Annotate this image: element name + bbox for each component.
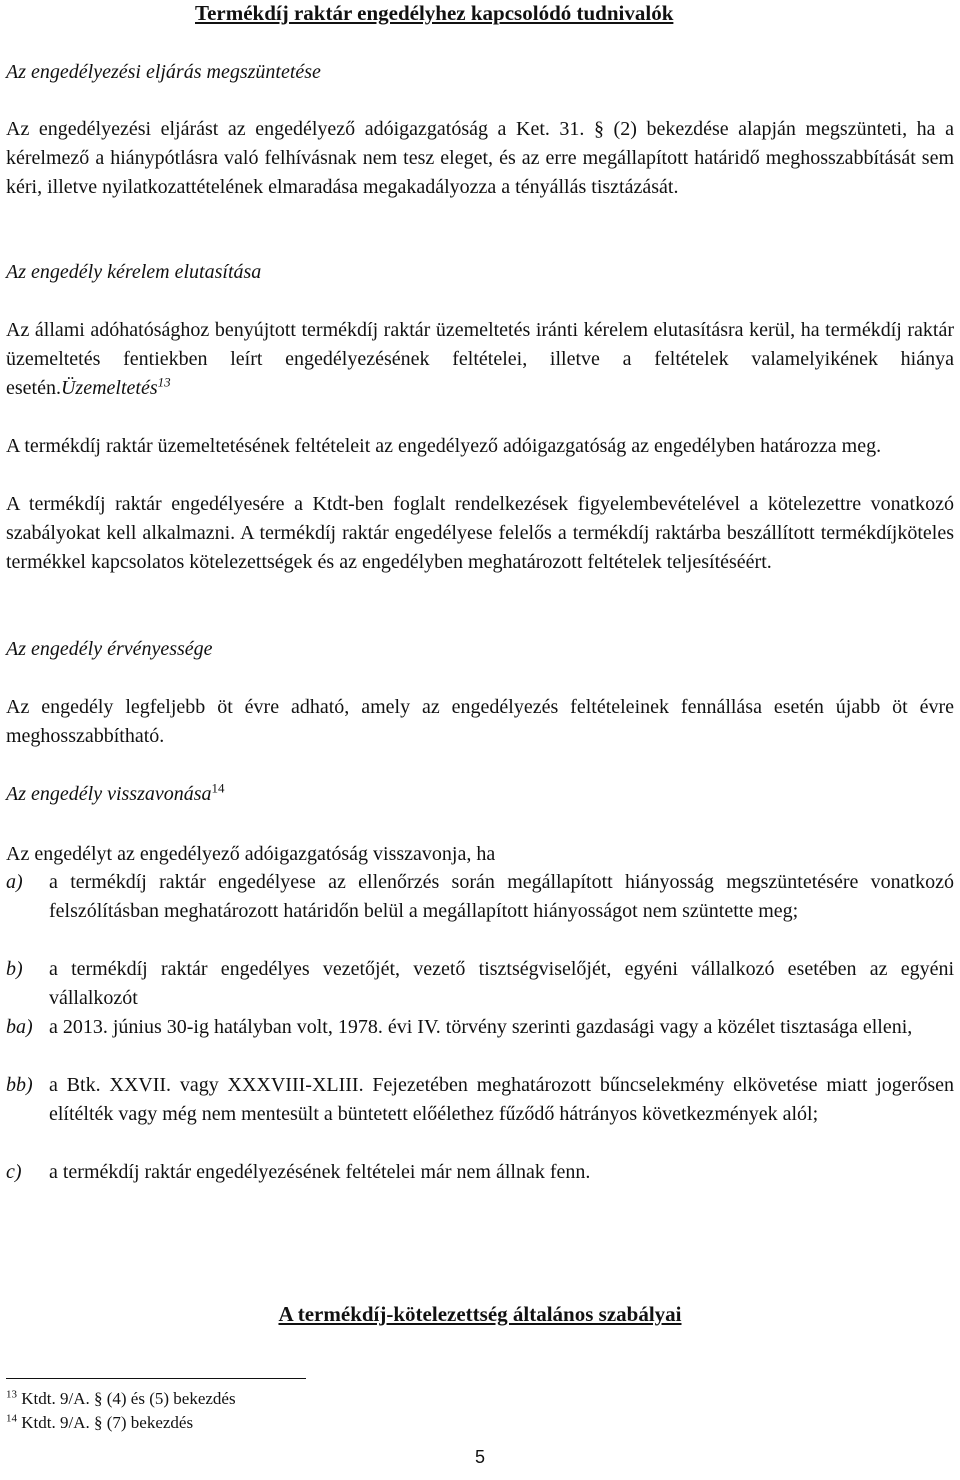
rejection-text: Az állami adóhatósághoz benyújtott termékdíj raktár üzemeltetés iránti kérelem elutasításra kerül, ha termékdíj raktár üzemeltetés fentiekben leírt engedélyezésének feltételei, illetve a feltételek valamelyikének hiánya esetén. (6, 319, 954, 399)
revocation-heading-text: Az engedély visszavonása (6, 783, 212, 805)
list-item (6, 868, 954, 955)
paragraph-validity: Az engedély legfeljebb öt évre adható, amely az engedélyezés feltételeinek fennállása esetén újabb öt évre meghosszabbítható. (6, 696, 954, 747)
footnote (6, 1388, 236, 1410)
footnote-text: Ktdt. 9/A. § (7) bekezdés (21, 1413, 194, 1432)
section-heading-revocation (6, 780, 225, 808)
paragraph-operation-obligations: A termékdíj raktár engedélyesére a Ktdt-ben foglalt rendelkezések figyelembevételével a kötelezettre vonatkozó szabályokat kell alkalmazni. A termékdíj raktár engedélyese felelős a termékdíj raktárba beszállított termékdíjköteles termékkel kapcsolatos kötelezettségek és az engedélyben meghatározott feltételek teljesítéséért. (6, 493, 954, 573)
next-section-title: A termékdíj-kötelezettség általános szabályai (278, 1302, 682, 1326)
list-marker: c) (6, 1161, 22, 1183)
list-marker: b) (6, 958, 23, 980)
list-item (6, 1158, 954, 1187)
paragraph-rejection (6, 316, 954, 403)
list-item-text: a termékdíj raktár engedélyese az ellenőrzés során megállapított hiányosság megszüntetésére vonatkozó felszólításban meghatározott határidőn belül a megállapított hiányosságot nem szüntette meg; (49, 871, 954, 922)
list-item-text: a Btk. XXVII. vagy XXXVIII-XLIII. Fejezetében meghatározott bűncselekmény elkövetése miatt jogerősen elítélték vagy még nem mentesült a büntetett előélethez fűződő hátrányos következmények alól; (49, 1074, 954, 1125)
list-item-text: a 2013. június 30-ig hatályban volt, 1978. évi IV. törvény szerinti gazdasági vagy a közélet tisztasága elleni, (49, 1016, 913, 1038)
footnote (6, 1412, 193, 1434)
footnote-number: 14 (6, 1412, 17, 1425)
page-number: 5 (474, 1447, 485, 1467)
list-marker: ba) (6, 1016, 33, 1038)
list-marker: bb) (6, 1074, 33, 1096)
footnote-number: 13 (6, 1388, 17, 1401)
footnote-divider (6, 1378, 306, 1379)
list-item-text: a termékdíj raktár engedélyezésének feltételei már nem állnak fenn. (49, 1161, 591, 1183)
list-item-text: a termékdíj raktár engedélyes vezetőjét, vezető tisztségviselőjét, egyéni vállalkozó esetében az egyéni vállalkozót (49, 958, 954, 1009)
inline-heading-operation: Üzemeltetés (60, 377, 158, 399)
section-heading-termination: Az engedélyezési eljárás megszüntetése (6, 61, 321, 83)
section-heading-rejection: Az engedély kérelem elutasítása (6, 261, 262, 283)
footnote-text: Ktdt. 9/A. § (4) és (5) bekezdés (21, 1389, 236, 1408)
section-heading-validity: Az engedély érvényessége (6, 638, 213, 660)
list-marker: a) (6, 871, 23, 893)
paragraph-operation-conditions: A termékdíj raktár üzemeltetésének feltételeit az engedélyező adóigazgatóság az engedélyben határozza meg. (6, 435, 882, 457)
footnote-ref-14: 14 (211, 780, 225, 796)
list-item (6, 955, 954, 1013)
page-title: Termékdíj raktár engedélyhez kapcsolódó tudnivalók (195, 1, 674, 25)
footnote-ref-13: 13 (157, 374, 171, 390)
list-item (6, 1071, 954, 1158)
paragraph-revocation-intro: Az engedélyt az engedélyező adóigazgatóság visszavonja, ha (6, 843, 496, 865)
paragraph-termination: Az engedélyezési eljárást az engedélyező adóigazgatóság a Ket. 31. § (2) bekezdése alapján megszünteti, ha a kérelmező a hiánypótlásra való felhívásnak nem tesz eleget, és az erre megállapított határidő meghosszabbítását sem kéri, illetve nyilatkozattételének elmaradása megakadályozza a tényállás tisztázását. (6, 118, 954, 198)
list-item (6, 1013, 954, 1071)
